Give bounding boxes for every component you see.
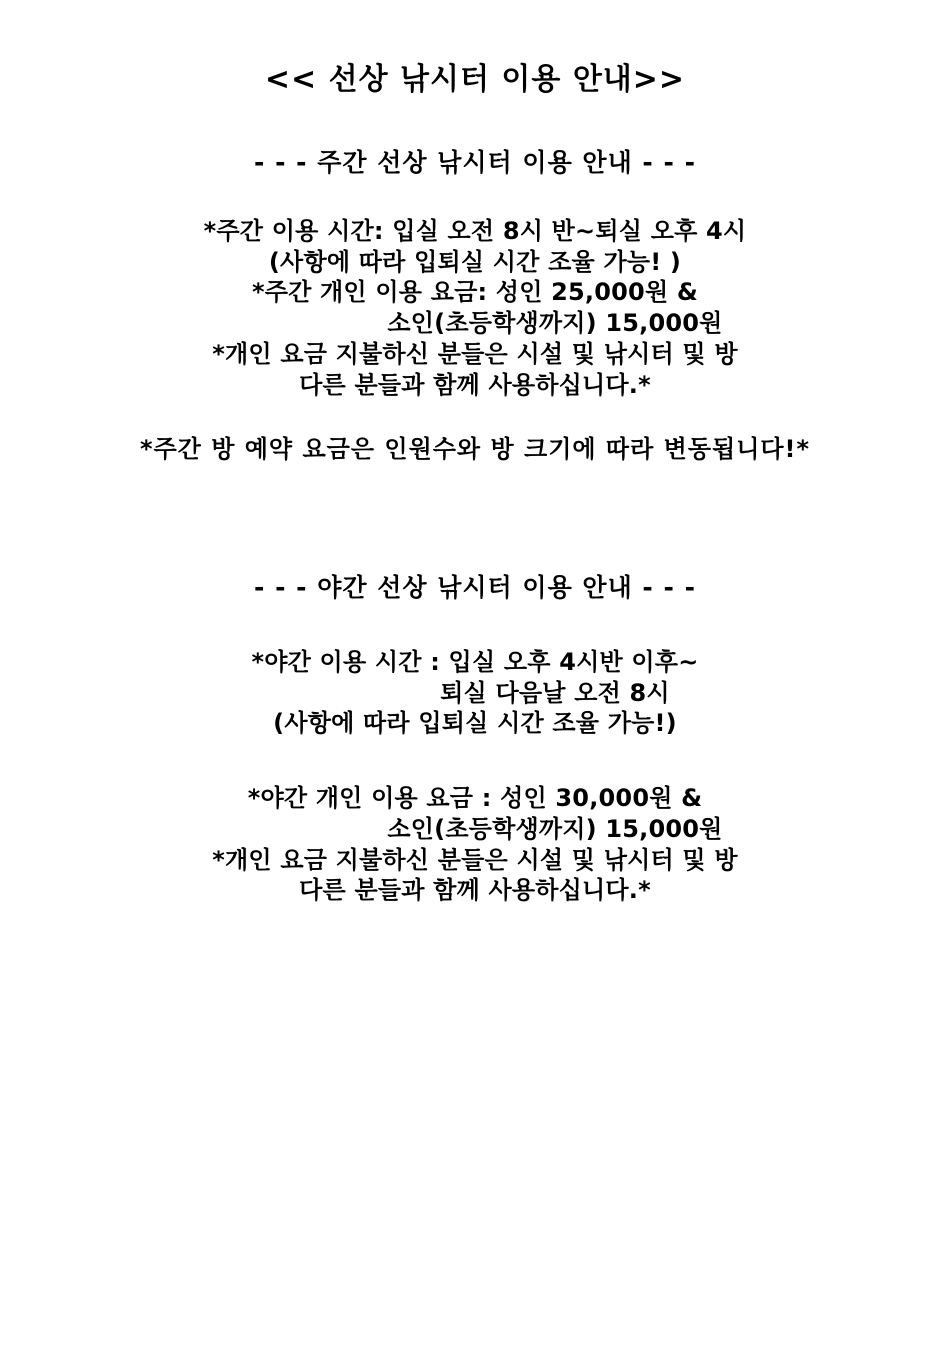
daytime-shared-facility-line: *개인 요금 지불하신 분들은 시설 및 낚시터 및 방 bbox=[212, 339, 738, 368]
nighttime-section bbox=[0, 573, 950, 906]
spacer bbox=[0, 603, 950, 647]
nighttime-hours-note-line: (사항에 따라 입퇴실 시간 조율 가능!) bbox=[273, 709, 677, 738]
daytime-shared-facility-line-2: 다른 분들과 함께 사용하십니다.* bbox=[299, 370, 651, 399]
spacer bbox=[0, 178, 950, 216]
nighttime-hours-line: *야간 이용 시간 : 입실 오후 4시반 이후~ bbox=[251, 648, 699, 677]
nighttime-shared-facility-line-2: 다른 분들과 함께 사용하십니다.* bbox=[299, 876, 651, 905]
document-page bbox=[0, 62, 950, 1369]
nighttime-section-heading: - - - 야간 선상 낚시터 이용 안내 - - - bbox=[254, 573, 696, 603]
daytime-room-price-note: *주간 방 예약 요금은 인원수와 방 크기에 따라 변동됩니다!* bbox=[139, 435, 811, 464]
daytime-section-heading: - - - 주간 선상 낚시터 이용 안내 - - - bbox=[254, 148, 696, 177]
daytime-hours-line: *주간 이용 시간: 입실 오전 8시 반~퇴실 오후 4시 bbox=[203, 217, 747, 245]
daytime-adult-price-line: *주간 개인 이용 요금: 성인 25,000원 & bbox=[251, 278, 699, 307]
spacer bbox=[0, 400, 950, 434]
daytime-hours-note-line: (사항에 따라 입퇴실 시간 조율 가능! ) bbox=[268, 247, 682, 276]
nighttime-shared-facility-line: *개인 요금 지불하신 분들은 시설 및 낚시터 및 방 bbox=[212, 845, 738, 874]
nighttime-child-price-line: 소인(초등학생까지) 15,000원 bbox=[387, 814, 723, 843]
daytime-section bbox=[0, 148, 950, 465]
nighttime-checkout-line: 퇴실 다음날 오전 8시 bbox=[440, 678, 670, 707]
nighttime-adult-price-line: *야간 개인 이용 요금 : 성인 30,000원 & bbox=[247, 784, 703, 813]
spacer bbox=[0, 465, 950, 573]
daytime-child-price-line: 소인(초등학생까지) 15,000원 bbox=[387, 309, 723, 338]
spacer bbox=[0, 98, 950, 148]
spacer bbox=[0, 739, 950, 783]
page-title: << 선상 낚시터 이용 안내>> bbox=[264, 62, 686, 97]
